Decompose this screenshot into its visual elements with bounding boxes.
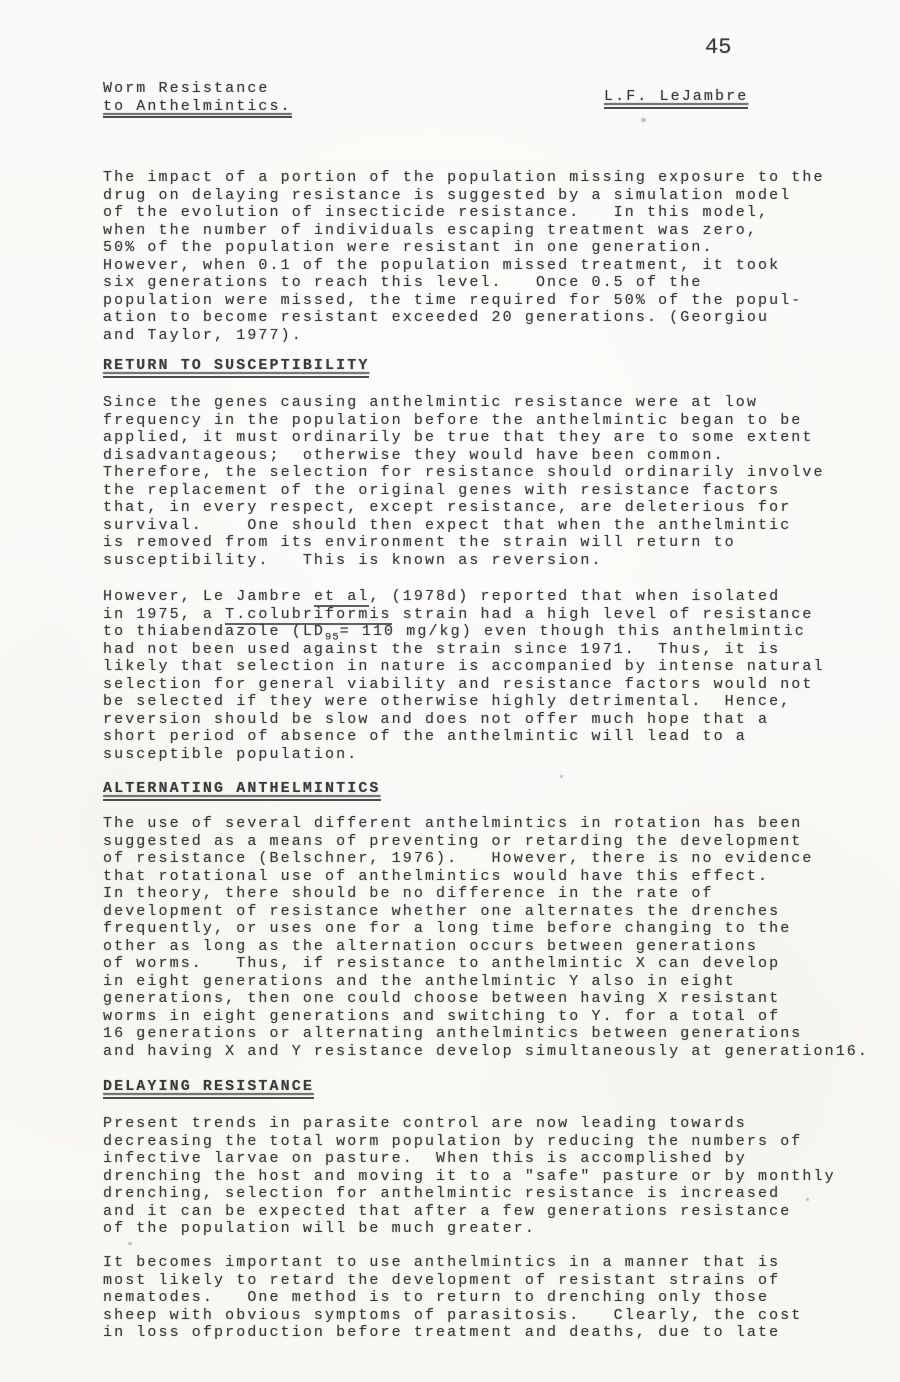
text-line: Present trends in parasite control are now leading towards	[103, 1115, 747, 1132]
text-line: disadvantageous; otherwise they would have been common.	[103, 446, 725, 464]
paragraph-alternating	[100, 815, 869, 1060]
text-line: selection for general viability and resistance factors would not	[103, 675, 814, 693]
text-line: most likely to retard the development of resistant strains of	[103, 1271, 781, 1289]
text-line: decreasing the total worm population by reducing the numbers of	[103, 1132, 803, 1150]
text-line: susceptible population.	[103, 745, 359, 763]
text-line: frequently, or uses one for a long time before changing to the	[103, 920, 792, 937]
scan-speck	[806, 1198, 809, 1201]
text-line: that rotational use of anthelmintics would have this effect.	[103, 867, 770, 885]
paragraph-delaying-2	[100, 1254, 802, 1342]
text-line: suggested as a means of preventing or retarding the development	[103, 832, 803, 850]
text-line: frequency in the population before the anthelmintic began to be	[103, 411, 803, 429]
text-line: drenching the host and moving it to a "safe" pasture or by monthly	[103, 1167, 836, 1185]
section-heading-return-to-susceptibility: RETURN TO SUSCEPTIBILITY	[100, 357, 369, 378]
section-heading-delaying-resistance: DELAYING RESISTANCE	[100, 1078, 314, 1099]
section-heading-alternating-anthelmintics: ALTERNATING ANTHELMINTICS	[100, 780, 381, 801]
text-line: of resistance (Belschner, 1976). However, there is no evidence	[103, 850, 814, 867]
text-line: The use of several different anthelmintics in rotation has been	[103, 815, 803, 832]
scan-speck	[560, 775, 563, 778]
text-line: the replacement of the original genes with resistance factors	[103, 481, 781, 499]
text-line: reversion should be slow and does not offer much hope that a	[103, 710, 770, 728]
text-line: be selected if they were otherwise highly detrimental. Hence,	[103, 693, 792, 710]
text-line: six generations to reach this level. Once 0.5 of the	[103, 274, 703, 291]
text-line: likely that selection in nature is accompanied by intense natural	[103, 658, 825, 675]
text-line: generations, then one could choose between having X resistant	[103, 990, 781, 1007]
text-line: infective larvae on pasture. When this is accomplished by	[103, 1150, 747, 1167]
text-line: of the evolution of insecticide resistance. In this model,	[103, 204, 770, 221]
text-line: nematodes. One method is to return to drenching only those	[103, 1289, 770, 1306]
page-number: 45	[705, 35, 732, 60]
text-line: of worms. Thus, if resistance to anthelmintic X can develop	[103, 955, 781, 972]
text-line: It becomes important to use anthelmintics in a manner that is	[103, 1254, 781, 1271]
text-line: in loss ofproduction before treatment and deaths, due to late	[103, 1324, 781, 1341]
text-line: and it can be expected that after a few generations resistance	[103, 1202, 792, 1220]
text-line: 50% of the population were resistant in one generation.	[103, 239, 714, 256]
text-line: when the number of individuals escaping treatment was zero,	[103, 221, 758, 239]
scan-speck	[641, 118, 646, 122]
text-line: In theory, there should be no difference in the rate of	[103, 885, 714, 902]
text-line: and Taylor, 1977).	[103, 326, 303, 344]
author: L.F. LeJambre	[601, 88, 748, 106]
text-line: other as long as the alternation occurs between generations	[103, 937, 758, 955]
text-line: and having X and Y resistance develop simultaneously at generation16.	[103, 1042, 870, 1060]
text-line: in eight generations and the anthelmintic Y also in eight	[103, 972, 736, 990]
doc-title-line-2: to Anthelmintics.	[103, 98, 292, 116]
scan-speck	[128, 1242, 132, 1245]
text-line: to thiabendazole ($LD_{95}= 110$ mg/kg) even though this anthelmintic	[103, 623, 806, 644]
paragraph-delaying-1	[100, 1115, 836, 1238]
text-line: is removed from its environment the strain will return to	[103, 534, 736, 551]
doc-title-line-1: Worm Resistance	[103, 80, 270, 97]
text-line: short period of absence of the anthelmintic will lead to a	[103, 728, 747, 745]
text-line: in 1975, a T.colubriformis strain had a high level of resistance	[103, 605, 814, 623]
text-line: ation to become resistant exceeded 20 generations. (Georgiou	[103, 309, 770, 326]
text-line: population were missed, the time required for 50% of the popul-	[103, 291, 803, 309]
text-line: 16 generations or alternating anthelmintics between generations	[103, 1025, 803, 1042]
paragraph-reversion-2	[100, 588, 825, 763]
paragraph-intro	[100, 169, 825, 344]
text-line: However, when 0.1 of the population missed treatment, it took	[103, 256, 781, 274]
text-line: applied, it must ordinarily be true that they are to some extent	[103, 429, 814, 446]
text-line: The impact of a portion of the population missing exposure to the	[103, 169, 825, 186]
text-line: However, Le Jambre et al, (1978d) reported that when isolated	[103, 588, 781, 605]
text-line: survival. One should then expect that when the anthelmintic	[103, 516, 792, 534]
text-line: that, in every respect, except resistance, are deleterious for	[103, 499, 792, 516]
text-line: Since the genes causing anthelmintic resistance were at low	[103, 394, 758, 411]
text-line: development of resistance whether one alternates the drenches	[103, 902, 781, 920]
text-line: worms in eight generations and switching to Y. for a total of	[103, 1007, 781, 1025]
text-line: had not been used against the strain since 1971. Thus, it is	[103, 640, 781, 658]
text-line: drug on delaying resistance is suggested by a simulation model	[103, 186, 792, 204]
paragraph-reversion-1	[100, 394, 825, 569]
text-line: sheep with obvious symptoms of parasitosis. Clearly, the cost	[103, 1306, 803, 1324]
doc-title	[100, 80, 292, 115]
text-line: drenching, selection for anthelmintic resistance is increased	[103, 1185, 781, 1202]
text-line: Therefore, the selection for resistance should ordinarily involve	[103, 464, 825, 481]
text-line: of the population will be much greater.	[103, 1220, 536, 1237]
text-line: susceptibility. This is known as reversion.	[103, 551, 603, 569]
